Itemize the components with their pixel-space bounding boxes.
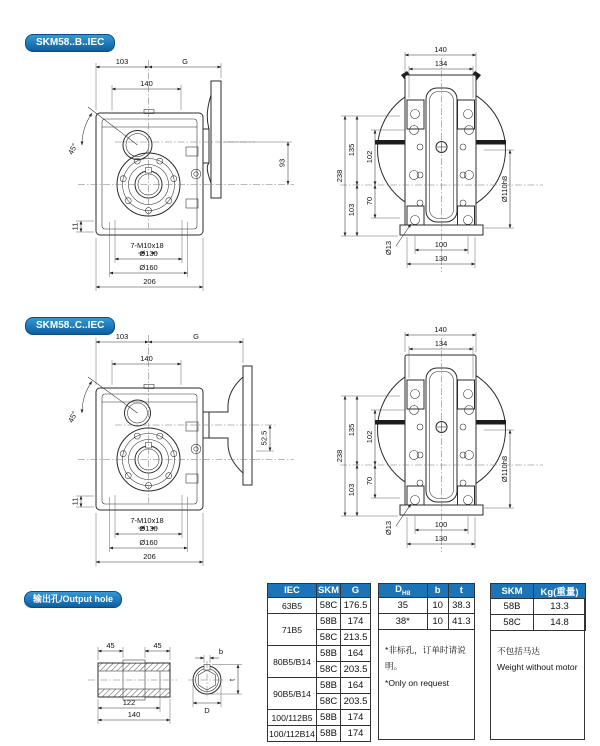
weight-note-cn: 不包括马达 [497, 646, 540, 656]
cell-d: 35 [379, 598, 428, 614]
cell-kg: 14.8 [534, 615, 586, 631]
col-header-iec: IEC [268, 584, 317, 598]
cell-skm: 58B [317, 614, 341, 630]
cell-t: 38.3 [448, 598, 474, 614]
dim-122-label: 122 [122, 698, 136, 707]
col-header-skm: SKM [317, 585, 340, 596]
dim-bolt-label: 7-M10x18 [130, 241, 164, 250]
col-header-d: $D_{H8}$ [379, 584, 428, 598]
weight-table [490, 583, 586, 631]
bore-dimension-table [378, 583, 475, 630]
dim-134-label: 134 [434, 59, 448, 68]
cell-g: 174 [341, 614, 371, 630]
cell-skm: 58C [317, 662, 341, 678]
dim-d13-label: Ø13 [384, 520, 393, 536]
cell-skm: 58C [317, 598, 341, 614]
table-row [268, 614, 371, 630]
iec-dimension-table [267, 583, 371, 742]
section-label-c: SKM58..C..IEC [25, 317, 115, 335]
dim-135-label: 135 [347, 143, 356, 157]
drawing-skm58-b-front [60, 50, 310, 302]
output-flange-plate [243, 366, 252, 485]
dim-70-label: 70 [365, 196, 374, 206]
table-row [268, 646, 371, 662]
cell-iec: 100/112B5 [268, 710, 317, 726]
cell-b: 10 [427, 598, 448, 614]
col-header-g: G [341, 584, 371, 598]
cell-kg: 13.3 [534, 599, 586, 615]
dim-206-label: 206 [143, 552, 156, 561]
section-label-output-hole: 输出孔/Output hole [24, 591, 122, 608]
cell-b: 10 [427, 614, 448, 630]
table-row [268, 598, 371, 614]
weight-note-en: Weight without motor [497, 662, 578, 673]
dim-d13-label: Ø13 [384, 240, 393, 256]
section-label-b: SKM58..B..IEC [25, 34, 115, 52]
dim-45-right-label: 45 [153, 641, 162, 650]
cell-skm: 58C [317, 694, 341, 710]
cell-skm: 58C [491, 615, 534, 631]
cell-d: 38* [379, 614, 428, 630]
table-row [379, 598, 475, 614]
cell-g: 213.5 [341, 630, 371, 646]
dim-100-label: 100 [434, 520, 448, 529]
dim-134-label: 134 [434, 339, 448, 348]
cell-skm: 58B [317, 678, 341, 694]
side-pin-left [375, 140, 405, 145]
dim-238-label: 238 [335, 449, 344, 463]
dim-bolt-label: 7-M10x18 [130, 516, 164, 525]
table-row [491, 599, 586, 615]
cell-g: 174 [341, 710, 371, 726]
bore-note [379, 630, 474, 691]
dim-140-label: 140 [127, 710, 141, 719]
cell-g: 176.5 [341, 598, 371, 614]
cell-g: 164 [341, 678, 371, 694]
dim-d160-label: Ø160 [139, 263, 158, 272]
cell-iec: 63B5 [268, 598, 317, 614]
dim-d110h8-label: Ø110h8 [500, 175, 509, 203]
table-row [379, 614, 475, 630]
shaft-section [88, 660, 177, 700]
dim-238-label: 238 [335, 169, 344, 183]
bore-note-cn: *非标孔，订单时请说明。 [385, 645, 466, 672]
dim-70-label: 70 [365, 476, 374, 486]
bore-note-en: *Only on request [385, 677, 450, 688]
dim-d160-label: Ø160 [139, 538, 158, 547]
iec-flange-plate [211, 81, 221, 198]
side-pin-left [375, 420, 405, 425]
dim-100-label: 100 [434, 240, 448, 249]
side-pin-right [476, 420, 506, 425]
dim-102-label: 102 [365, 150, 374, 164]
bore-dimension-box [378, 583, 475, 740]
dim-b-label: b [218, 647, 224, 656]
dim-103-label: 103 [115, 332, 129, 341]
cell-g: 174 [341, 726, 371, 742]
cell-g: 164 [341, 646, 371, 662]
dim-140-label: 140 [140, 354, 153, 363]
dim-135-label: 135 [347, 423, 356, 437]
dim-93-label: 93 [277, 158, 287, 168]
col-header-skm: SKM [491, 584, 534, 599]
housing-c-back [375, 355, 506, 515]
dim-11-label: 11 [70, 222, 80, 231]
dim-130-label: 130 [434, 534, 448, 543]
cell-g: 203.5 [341, 662, 371, 678]
dim-140-label: 140 [434, 325, 447, 334]
dim-130-label: 130 [434, 254, 448, 263]
dim-G-label: G [182, 57, 188, 66]
dim-d130-label: Ø130 [139, 524, 158, 533]
housing-b-front [96, 81, 221, 235]
cell-skm: 58B [317, 726, 341, 742]
weight-note [491, 631, 584, 676]
table-row [268, 710, 371, 726]
drawing-skm58-c-front [60, 325, 310, 577]
dim-d130-label: Ø130 [139, 249, 158, 258]
dim-D-label: D [204, 706, 210, 715]
drawing-skm58-b-back [335, 40, 593, 285]
dim-d110h8-label: Ø110h8 [500, 455, 509, 483]
dim-103-label: 103 [347, 483, 356, 497]
table-row [491, 615, 586, 631]
weight-box [490, 583, 585, 740]
col-header-kg: Kg(重量) [534, 584, 586, 599]
dim-45-left-label: 45 [106, 641, 115, 650]
table-row [268, 726, 371, 742]
cell-skm: 58B [317, 646, 341, 662]
shaft-cross-section [188, 661, 226, 699]
cell-skm: 58C [317, 630, 341, 646]
cell-t: 41.3 [448, 614, 474, 630]
cell-iec: 90B5/B14 [268, 678, 317, 710]
dim-206-label: 206 [143, 277, 156, 286]
cell-iec: 80B5/B14 [268, 646, 317, 678]
col-header-b: b [427, 584, 448, 598]
cell-skm: 58B [491, 599, 534, 615]
dim-11-label: 11 [70, 497, 80, 506]
col-header-t: t [448, 584, 474, 598]
side-pin-right [476, 140, 506, 145]
dim-103-label: 103 [347, 203, 356, 217]
housing-b-back [375, 71, 506, 235]
dim-102-label: 102 [365, 430, 374, 444]
housing-c-front [96, 366, 252, 510]
cell-g: 203.5 [341, 694, 371, 710]
dim-45deg-label: 45° [66, 141, 80, 156]
dim-140-label: 140 [140, 79, 153, 88]
cell-iec: 100/112B14 [268, 726, 317, 742]
dim-103-label: 103 [115, 57, 129, 66]
drawing-skm58-c-back [335, 320, 593, 565]
dim-140-label: 140 [434, 45, 447, 54]
dim-G-label: G [193, 332, 199, 341]
dim-t-label: t [227, 678, 237, 682]
cell-skm: 58B [317, 710, 341, 726]
dim-45deg-label: 45° [66, 409, 80, 424]
cell-iec: 71B5 [268, 614, 317, 646]
table-row [268, 678, 371, 694]
dim-52-5-label: 52.5 [259, 430, 269, 446]
